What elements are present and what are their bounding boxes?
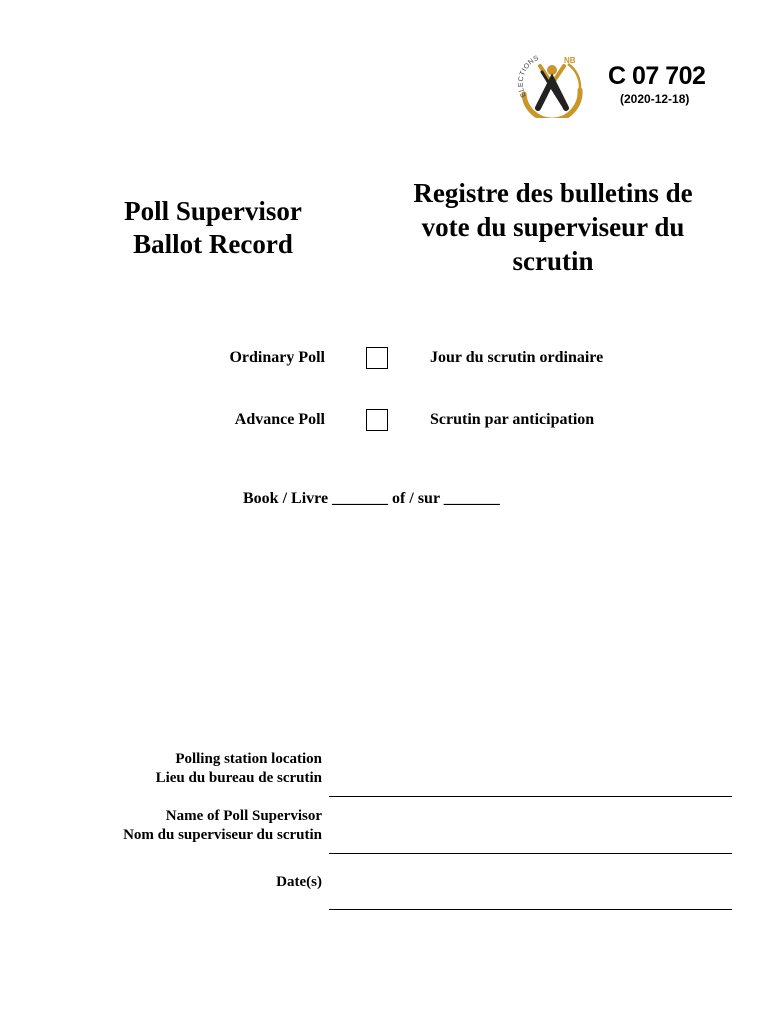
elections-nb-logo [516, 50, 588, 118]
svg-text:NB: NB [564, 56, 576, 65]
polling-location-label [0, 750, 322, 788]
form-code: C 07 702 [608, 62, 706, 90]
supervisor-name-field[interactable] [329, 853, 732, 854]
book-number-blank[interactable]: _______ [332, 490, 389, 507]
polling-location-field[interactable] [329, 796, 732, 797]
ordinary-poll-label: Ordinary Poll [229, 349, 325, 366]
field-label-en: Name of Poll Supervisor [165, 808, 322, 824]
ordinary-poll-checkbox[interactable] [366, 347, 388, 369]
form-date: (2020-12-18) [620, 92, 690, 106]
title-french [400, 176, 706, 278]
book-total-blank[interactable]: _______ [443, 490, 500, 507]
title-fr-line: Registre des bulletins de [413, 178, 693, 208]
title-en-line: Poll Supervisor [124, 196, 302, 226]
title-english [96, 195, 330, 261]
field-label-en: Date(s) [276, 874, 322, 890]
advance-poll-label: Advance Poll [234, 411, 325, 428]
field-label-en: Polling station location [175, 751, 322, 767]
book-of-label: of / sur [392, 490, 440, 507]
supervisor-name-label [0, 807, 322, 845]
title-fr-line: vote du superviseur du [421, 212, 685, 242]
title-en-line: Ballot Record [133, 229, 293, 259]
ordinary-poll-label-fr: Jour du scrutin ordinaire [430, 349, 604, 366]
dates-field[interactable] [329, 909, 732, 910]
field-label-fr: Lieu du bureau de scrutin [155, 770, 322, 786]
field-label-fr: Nom du superviseur du scrutin [123, 827, 322, 843]
book-prefix: Book / Livre [243, 490, 329, 507]
title-fr-line: scrutin [512, 246, 594, 276]
advance-poll-checkbox[interactable] [366, 409, 388, 431]
advance-poll-label-fr: Scrutin par anticipation [430, 411, 595, 428]
svg-text:ELECTIONS: ELECTIONS [517, 54, 541, 99]
dates-label [0, 873, 322, 892]
